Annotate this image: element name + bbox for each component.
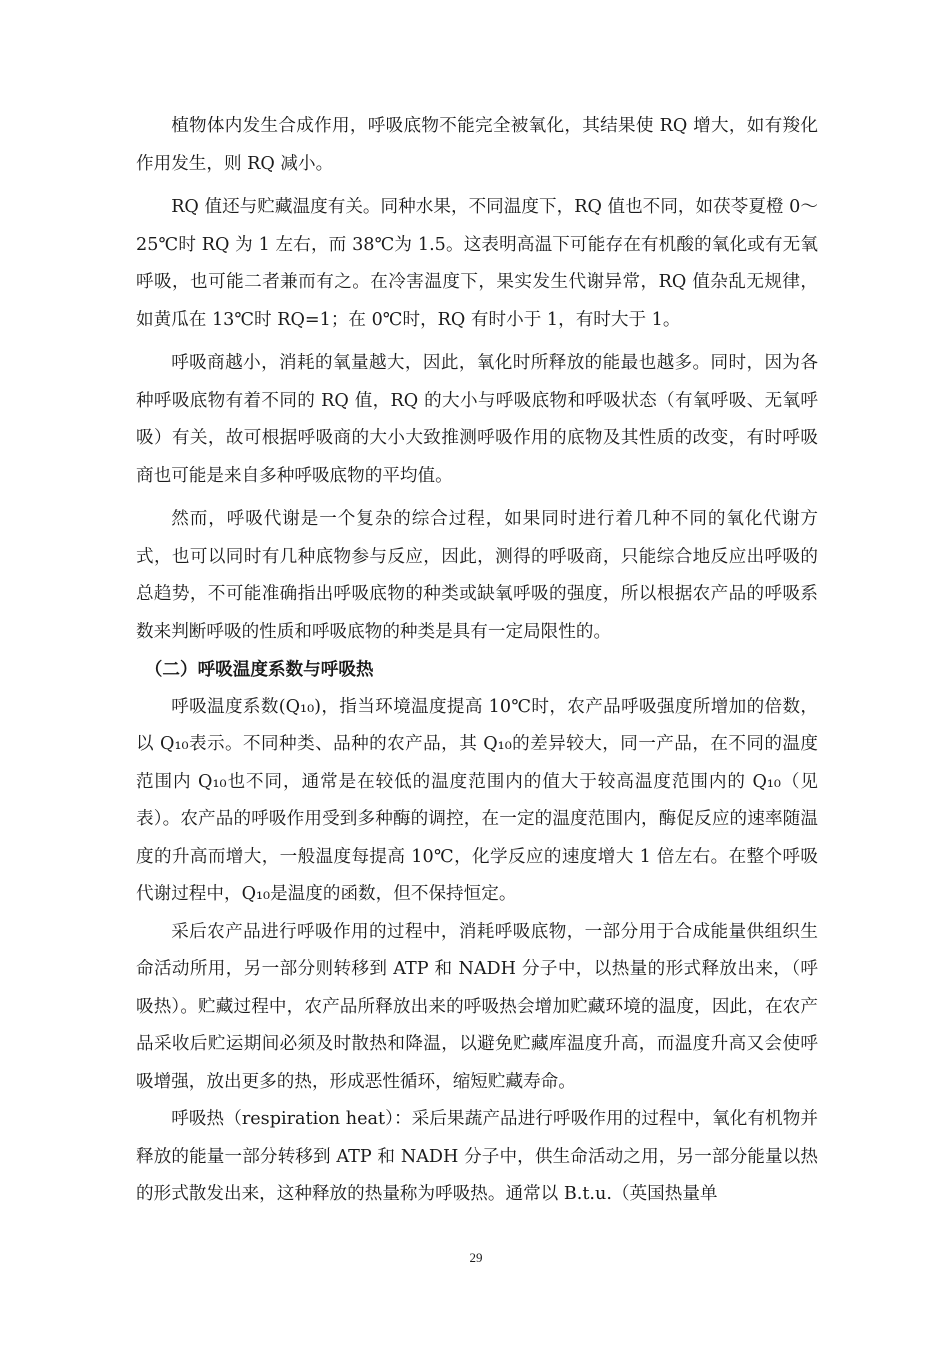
paragraph-rq-synthesis: 植物体内发生合成作用，呼吸底物不能完全被氧化，其结果使 RQ 增大，如有羧化作用发生，则 RQ 减小。: [136, 116, 818, 174]
section-heading: （二）呼吸温度系数与呼吸热: [144, 659, 374, 680]
document-body: [136, 108, 818, 1214]
paragraph-respiration-heat-process: 采后农产品进行呼吸作用的过程中，消耗呼吸底物，一部分用于合成能量供组织生命活动所用，另一部分则转移到 ATP 和 NADH 分子中，以热量的形式释放出来，（呼吸热）。贮藏过程中，农产品所释放出来的呼吸热会增加贮藏环境的温度，因此，在农产品采收后贮运期间必须及时散热和降温，以避免贮藏库温度升高，而温度升高又会使呼吸增强，放出更多的热，形成恶性循环，缩短贮藏寿命。: [136, 921, 818, 1092]
paragraph-q10: 呼吸温度系数(Q₁₀)，指当环境温度提高 10℃时，农产品呼吸强度所增加的倍数，以 Q₁₀表示。不同种类、品种的农产品，其 Q₁₀的差异较大，同一产品，在不同的温度范围内 Q₁₀也不同，通常是在较低的温度范围内的值大于较高温度范围内的 Q₁₀（见表）。农产品的呼吸作用受到多种酶的调控，在一定的温度范围内，酶促反应的速率随温度的升高而增大，一般温度每提高 10℃，化学反应的速度增大 1 倍左右。在整个呼吸代谢过程中，Q₁₀是温度的函数，但不保持恒定。: [136, 696, 818, 904]
paragraph-rq-limitation: 然而，呼吸代谢是一个复杂的综合过程，如果同时进行着几种不同的氧化代谢方式，也可以同时有几种底物参与反应，因此，测得的呼吸商，只能综合地反应出呼吸的总趋势，不可能准确指出呼吸底物的种类或缺氧呼吸的强度，所以根据农产品的呼吸系数来判断呼吸的性质和呼吸底物的种类是具有一定局限性的。: [136, 509, 818, 642]
paragraph-respiration-heat-definition: 呼吸热（respiration heat）：采后果蔬产品进行呼吸作用的过程中，氧化有机物并释放的能量一部分转移到 ATP 和 NADH 分子中，供生命活动之用，另一部分能量以热的形式散发出来，这种释放的热量称为呼吸热。通常以 B.t.u.（英国热量单: [136, 1109, 818, 1204]
paragraph-rq-oxygen: 呼吸商越小，消耗的氧量越大，因此，氧化时所释放的能最也越多。同时，因为各种呼吸底物有着不同的 RQ 值，RQ 的大小与呼吸底物和呼吸状态（有氧呼吸、无氧呼吸）有关，故可根据呼吸商的大小大致推测呼吸作用的底物及其性质的改变，有时呼吸商也可能是来自多种呼吸底物的平均值。: [136, 353, 818, 486]
page-number: 29: [469, 1250, 483, 1265]
paragraph-rq-temperature: RQ 值还与贮藏温度有关。同种水果，不同温度下，RQ 值也不同，如茯苓夏橙 0～25℃时 RQ 为 1 左右，而 38℃为 1.5。这表明高温下可能存在有机酸的氧化或有无氧呼吸，也可能二者兼而有之。在冷害温度下，果实发生代谢异常，RQ 值杂乱无规律，如黄瓜在 13℃时 RQ=1；在 0℃时，RQ 有时小于 1，有时大于 1。: [136, 197, 818, 330]
